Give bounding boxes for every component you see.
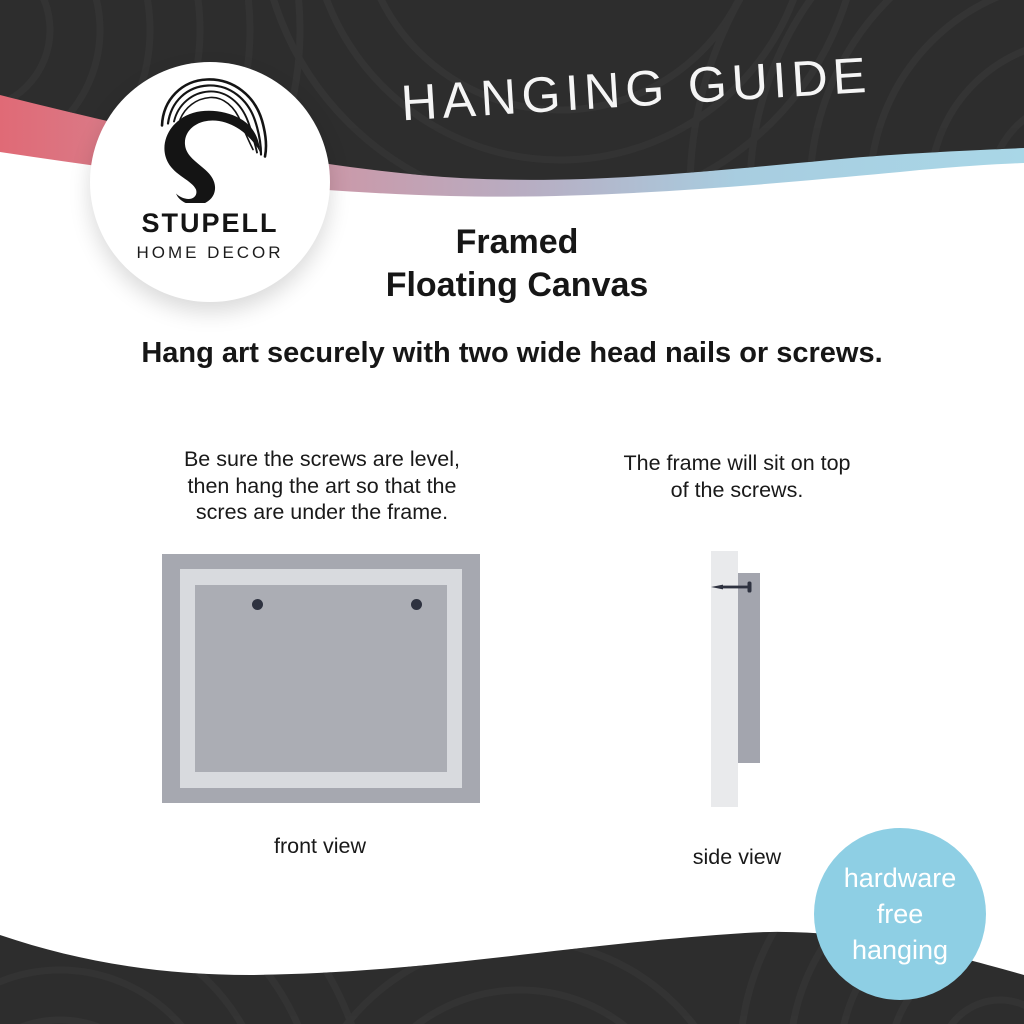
hardware-free-badge	[814, 828, 986, 1000]
product-title	[317, 221, 717, 307]
canvas-area	[195, 585, 447, 772]
frame-profile	[738, 573, 760, 763]
brand-name: STUPELL	[141, 208, 279, 238]
front-view-note-line1: Be sure the screws are level,	[183, 447, 461, 471]
front-view-note-line2: then hang the art so that the	[187, 473, 457, 498]
intro-instruction: Hang art securely with two wide head nails or screws.	[141, 337, 883, 369]
nail-icon	[711, 580, 755, 594]
brand-tagline: HOME DECOR	[136, 243, 284, 262]
side-view-note-line2: of the screws.	[670, 477, 804, 502]
side-view-label: side view	[692, 845, 782, 869]
front-view-note-line3: scres are under the frame.	[195, 500, 449, 524]
brand-logo	[90, 62, 330, 302]
front-view-note	[140, 446, 504, 526]
badge-line2: free	[876, 899, 924, 929]
screw-left-icon	[252, 599, 263, 610]
badge-line3: hanging	[851, 935, 949, 965]
screw-right-icon	[411, 599, 422, 610]
frame-mat	[180, 569, 462, 788]
side-view-note-line1: The frame will sit on top	[623, 451, 851, 475]
product-title-line2: Floating Canvas	[385, 266, 649, 304]
product-title-line1: Framed	[455, 223, 579, 261]
side-view-note	[587, 450, 887, 503]
page-title: HANGING GUIDE	[399, 46, 873, 132]
front-view-label: front view	[273, 834, 366, 858]
brand-logo-swoosh-icon	[150, 77, 270, 203]
badge-line1: hardware	[843, 863, 957, 893]
front-view-illustration	[162, 554, 480, 803]
